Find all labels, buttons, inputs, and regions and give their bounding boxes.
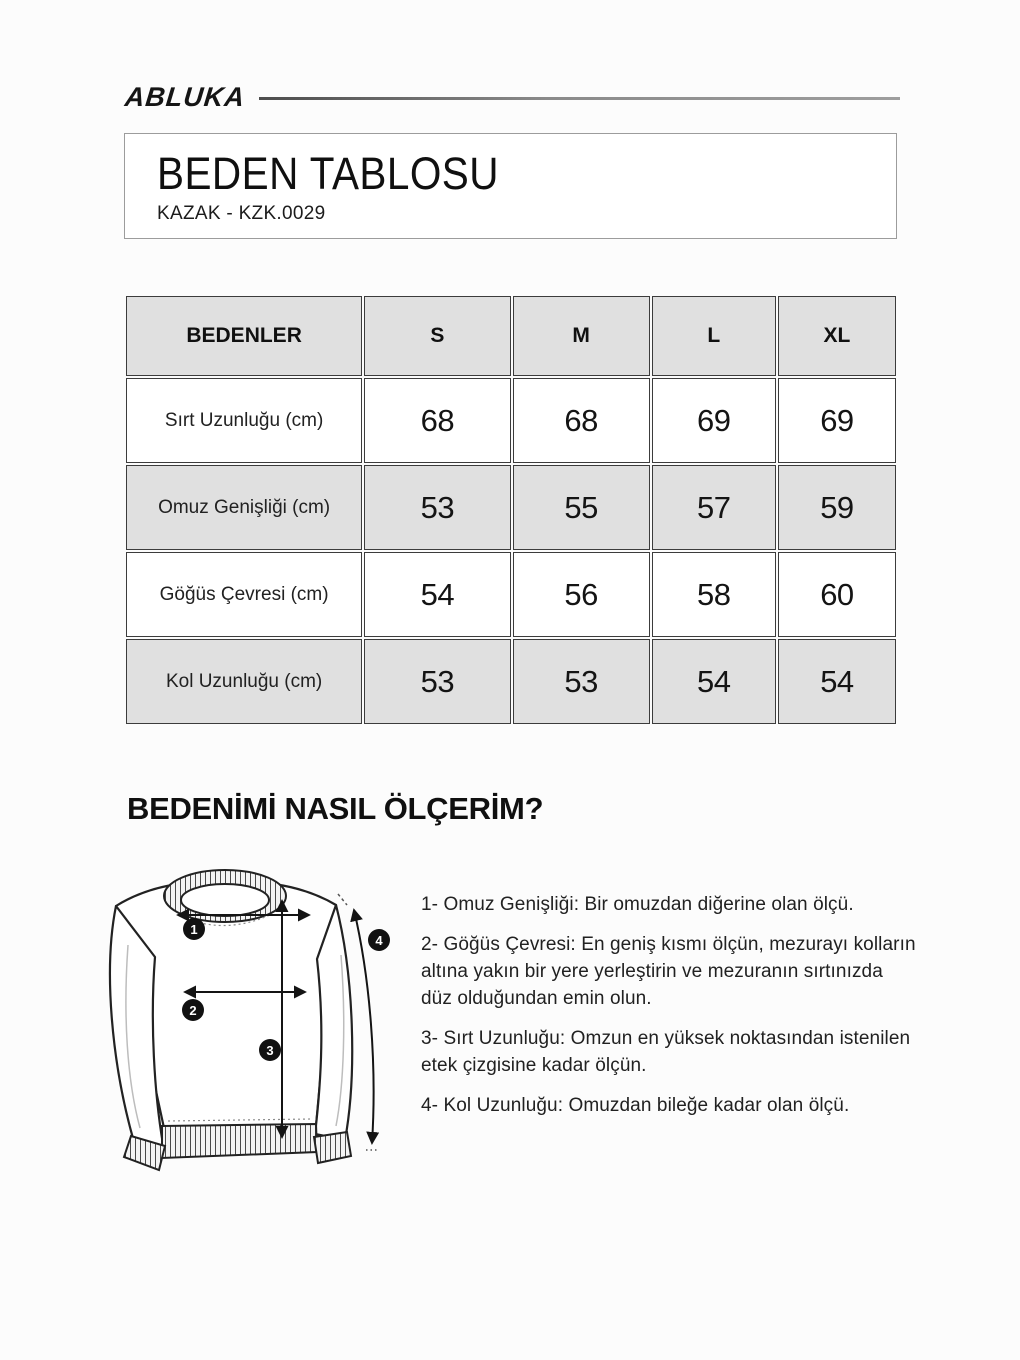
- size-value: 53: [364, 465, 510, 550]
- measure-instructions: [421, 891, 918, 1132]
- size-value: 59: [778, 465, 896, 550]
- marker-badge-2: [182, 999, 204, 1021]
- column-header-xl: XL: [778, 296, 896, 376]
- row-label: Kol Uzunluğu (cm): [126, 639, 362, 724]
- size-value: 54: [652, 639, 776, 724]
- size-value: 53: [513, 639, 650, 724]
- size-value: 55: [513, 465, 650, 550]
- marker-badge-1: [183, 918, 205, 940]
- page-title: BEDEN TABLOSU: [157, 148, 499, 199]
- collar-inner: [181, 884, 269, 916]
- table-row: [126, 378, 896, 463]
- brand-logo: ABLUKA: [123, 82, 247, 112]
- row-label: Sırt Uzunluğu (cm): [126, 378, 362, 463]
- header-divider-line: [259, 97, 900, 100]
- sweater-diagram-svg: [98, 860, 428, 1208]
- size-value: 60: [778, 552, 896, 637]
- product-code: KAZAK - KZK.0029: [157, 203, 326, 224]
- title-box: [124, 133, 897, 239]
- sweater-measurement-diagram: [98, 860, 428, 1208]
- instruction-shoulder: 1- Omuz Genişliği: Bir omuzdan diğerine olan ölçü.: [421, 894, 854, 915]
- size-value: 58: [652, 552, 776, 637]
- svg-text:1: 1: [190, 922, 198, 937]
- marker-badge-4: [368, 929, 390, 951]
- row-label: Omuz Genişliği (cm): [126, 465, 362, 550]
- size-value: 54: [364, 552, 510, 637]
- brand-header: [125, 82, 900, 113]
- size-value: 69: [778, 378, 896, 463]
- column-header-l: L: [652, 296, 776, 376]
- instruction-chest: 2- Göğüs Çevresi: En geniş kısmı ölçün, mezurayı kolların altına yakın bir yere yerleştirin ve mezuranın sırtınızda düz olduğundan emin olun.: [421, 934, 916, 1009]
- size-table: [124, 294, 898, 726]
- sleeve-arrow-tick: [338, 894, 347, 905]
- size-value: 56: [513, 552, 650, 637]
- size-value: 68: [513, 378, 650, 463]
- size-value: 57: [652, 465, 776, 550]
- svg-text:4: 4: [375, 933, 383, 948]
- row-label: Göğüs Çevresi (cm): [126, 552, 362, 637]
- size-table-header-row: [126, 296, 896, 376]
- measure-heading: BEDENİMİ NASIL ÖLÇERİM?: [127, 791, 544, 826]
- right-cuff-rib: [314, 1132, 351, 1163]
- column-header-s: S: [364, 296, 510, 376]
- table-row: [126, 552, 896, 637]
- sweater-hem-rib: [162, 1124, 317, 1158]
- size-value: 54: [778, 639, 896, 724]
- instruction-sleeve: 4- Kol Uzunluğu: Omuzdan bileğe kadar olan ölçü.: [421, 1095, 850, 1116]
- instruction-back: 3- Sırt Uzunluğu: Omzun en yüksek noktasından istenilen etek çizgisine kadar ölçün.: [421, 1028, 911, 1076]
- svg-text:2: 2: [189, 1003, 197, 1018]
- column-header-m: M: [513, 296, 650, 376]
- column-header-bedenler: BEDENLER: [126, 296, 362, 376]
- size-value: 68: [364, 378, 510, 463]
- table-row: [126, 465, 896, 550]
- size-value: 53: [364, 639, 510, 724]
- marker-badge-3: [259, 1039, 281, 1061]
- table-row: [126, 639, 896, 724]
- size-value: 69: [652, 378, 776, 463]
- svg-text:3: 3: [266, 1043, 274, 1058]
